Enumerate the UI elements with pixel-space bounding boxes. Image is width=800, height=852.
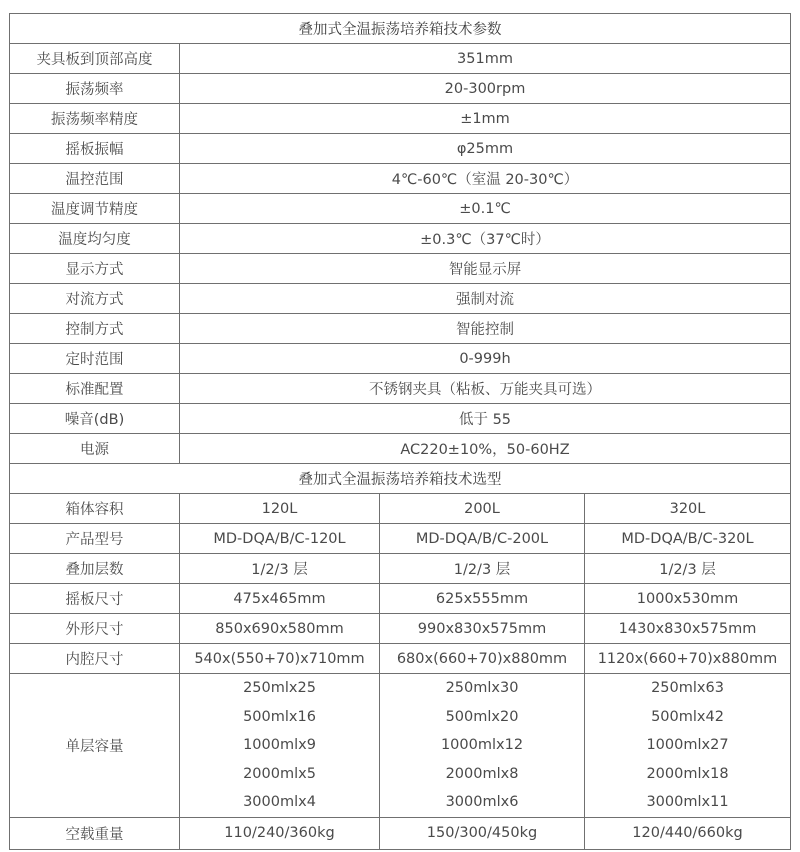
spec-label: 温度均匀度: [10, 224, 180, 254]
model-label: 摇板尺寸: [10, 584, 180, 614]
spec-value: 4℃-60℃（室温 20-30℃）: [180, 164, 791, 194]
spec-label: 夹具板到顶部高度: [10, 44, 180, 74]
model-value-200l: 625x555mm: [380, 584, 585, 614]
spec-label: 控制方式: [10, 314, 180, 344]
spec-label: 温控范围: [10, 164, 180, 194]
capacity-item: 1000mlx27: [646, 737, 729, 754]
spec-value: 0-999h: [180, 344, 791, 374]
spec-row: [10, 74, 791, 104]
spec-row: [10, 344, 791, 374]
spec-row: [10, 404, 791, 434]
capacity-row: [10, 674, 791, 818]
spec-value: ±0.1℃: [180, 194, 791, 224]
spec-label: 电源: [10, 434, 180, 464]
capacity-cell-200l: [380, 674, 585, 818]
capacity-item: 2000mlx18: [646, 765, 729, 782]
spec-value: 智能控制: [180, 314, 791, 344]
model-row: [10, 524, 791, 554]
model-row: [10, 554, 791, 584]
spec-label: 振荡频率精度: [10, 104, 180, 134]
capacity-label: 单层容量: [10, 674, 180, 818]
spec-value: ±0.3℃（37℃时）: [180, 224, 791, 254]
spec-label: 摇板振幅: [10, 134, 180, 164]
spec-value: φ25mm: [180, 134, 791, 164]
spec-value: 不锈钢夹具（粘板、万能夹具可选）: [180, 374, 791, 404]
model-row: [10, 614, 791, 644]
model-value-320l: 1000x530mm: [585, 584, 791, 614]
capacity-item: 500mlx20: [445, 708, 519, 725]
spec-row: [10, 194, 791, 224]
capacity-item: 3000mlx11: [646, 794, 729, 811]
spec-row: [10, 314, 791, 344]
spec-row: [10, 164, 791, 194]
capacity-item: 2000mlx8: [445, 765, 519, 782]
spec-row: [10, 44, 791, 74]
model-table-title: 叠加式全温振荡培养箱技术选型: [10, 464, 791, 494]
capacity-item: 250mlx63: [651, 680, 724, 696]
spec-label: 噪音(dB): [10, 404, 180, 434]
spec-table-title: 叠加式全温振荡培养箱技术参数: [10, 14, 791, 44]
model-title-row: [10, 464, 791, 494]
model-value-320l: 1/2/3 层: [585, 554, 791, 584]
spec-row: [10, 134, 791, 164]
weight-value-200l: 150/300/450kg: [380, 817, 585, 849]
model-label: 内腔尺寸: [10, 644, 180, 674]
spec-label: 振荡频率: [10, 74, 180, 104]
weight-value-120l: 110/240/360kg: [180, 817, 380, 849]
spec-label: 显示方式: [10, 254, 180, 284]
model-label: 外形尺寸: [10, 614, 180, 644]
spec-value: 351mm: [180, 44, 791, 74]
model-value-200l: MD-DQA/B/C-200L: [380, 524, 585, 554]
spec-row: [10, 254, 791, 284]
model-label: 叠加层数: [10, 554, 180, 584]
model-value-320l: MD-DQA/B/C-320L: [585, 524, 791, 554]
spec-row: [10, 374, 791, 404]
model-row: [10, 494, 791, 524]
spec-row: [10, 284, 791, 314]
model-value-320l: 1120x(660+70)x880mm: [585, 644, 791, 674]
capacity-item: 500mlx42: [651, 708, 724, 725]
model-value-200l: 1/2/3 层: [380, 554, 585, 584]
capacity-item: 250mlx25: [243, 680, 316, 696]
spec-label: 对流方式: [10, 284, 180, 314]
capacity-cell-120l: [180, 674, 380, 818]
model-value-200l: 200L: [380, 494, 585, 524]
spec-row: [10, 434, 791, 464]
model-value-120l: MD-DQA/B/C-120L: [180, 524, 380, 554]
spec-row: [10, 224, 791, 254]
spec-value: 强制对流: [180, 284, 791, 314]
spec-sheet-table: [9, 13, 791, 850]
capacity-item: 2000mlx5: [243, 765, 316, 782]
capacity-item: 250mlx30: [445, 680, 519, 696]
model-value-120l: 540x(550+70)x710mm: [180, 644, 380, 674]
model-value-200l: 680x(660+70)x880mm: [380, 644, 585, 674]
capacity-item: 3000mlx6: [445, 794, 519, 811]
model-label: 箱体容积: [10, 494, 180, 524]
spec-label: 定时范围: [10, 344, 180, 374]
spec-value: 低于 55: [180, 404, 791, 434]
capacity-item: 500mlx16: [243, 708, 316, 725]
model-value-200l: 990x830x575mm: [380, 614, 585, 644]
weight-value-320l: 120/440/660kg: [585, 817, 791, 849]
model-value-120l: 1/2/3 层: [180, 554, 380, 584]
model-value-120l: 850x690x580mm: [180, 614, 380, 644]
model-value-120l: 120L: [180, 494, 380, 524]
spec-value: ±1mm: [180, 104, 791, 134]
weight-label: 空载重量: [10, 817, 180, 849]
model-value-320l: 320L: [585, 494, 791, 524]
spec-row: [10, 104, 791, 134]
weight-row: [10, 817, 791, 849]
model-label: 产品型号: [10, 524, 180, 554]
spec-label: 温度调节精度: [10, 194, 180, 224]
spec-value: 智能显示屏: [180, 254, 791, 284]
capacity-item: 3000mlx4: [243, 794, 316, 811]
spec-value: 20-300rpm: [180, 74, 791, 104]
model-row: [10, 584, 791, 614]
model-row: [10, 644, 791, 674]
capacity-item: 1000mlx12: [440, 737, 524, 754]
spec-value: AC220±10%，50-60HZ: [180, 434, 791, 464]
capacity-cell-320l: [585, 674, 791, 818]
spec-label: 标准配置: [10, 374, 180, 404]
capacity-item: 1000mlx9: [243, 737, 316, 754]
model-value-120l: 475x465mm: [180, 584, 380, 614]
spec-title-row: [10, 14, 791, 44]
model-value-320l: 1430x830x575mm: [585, 614, 791, 644]
